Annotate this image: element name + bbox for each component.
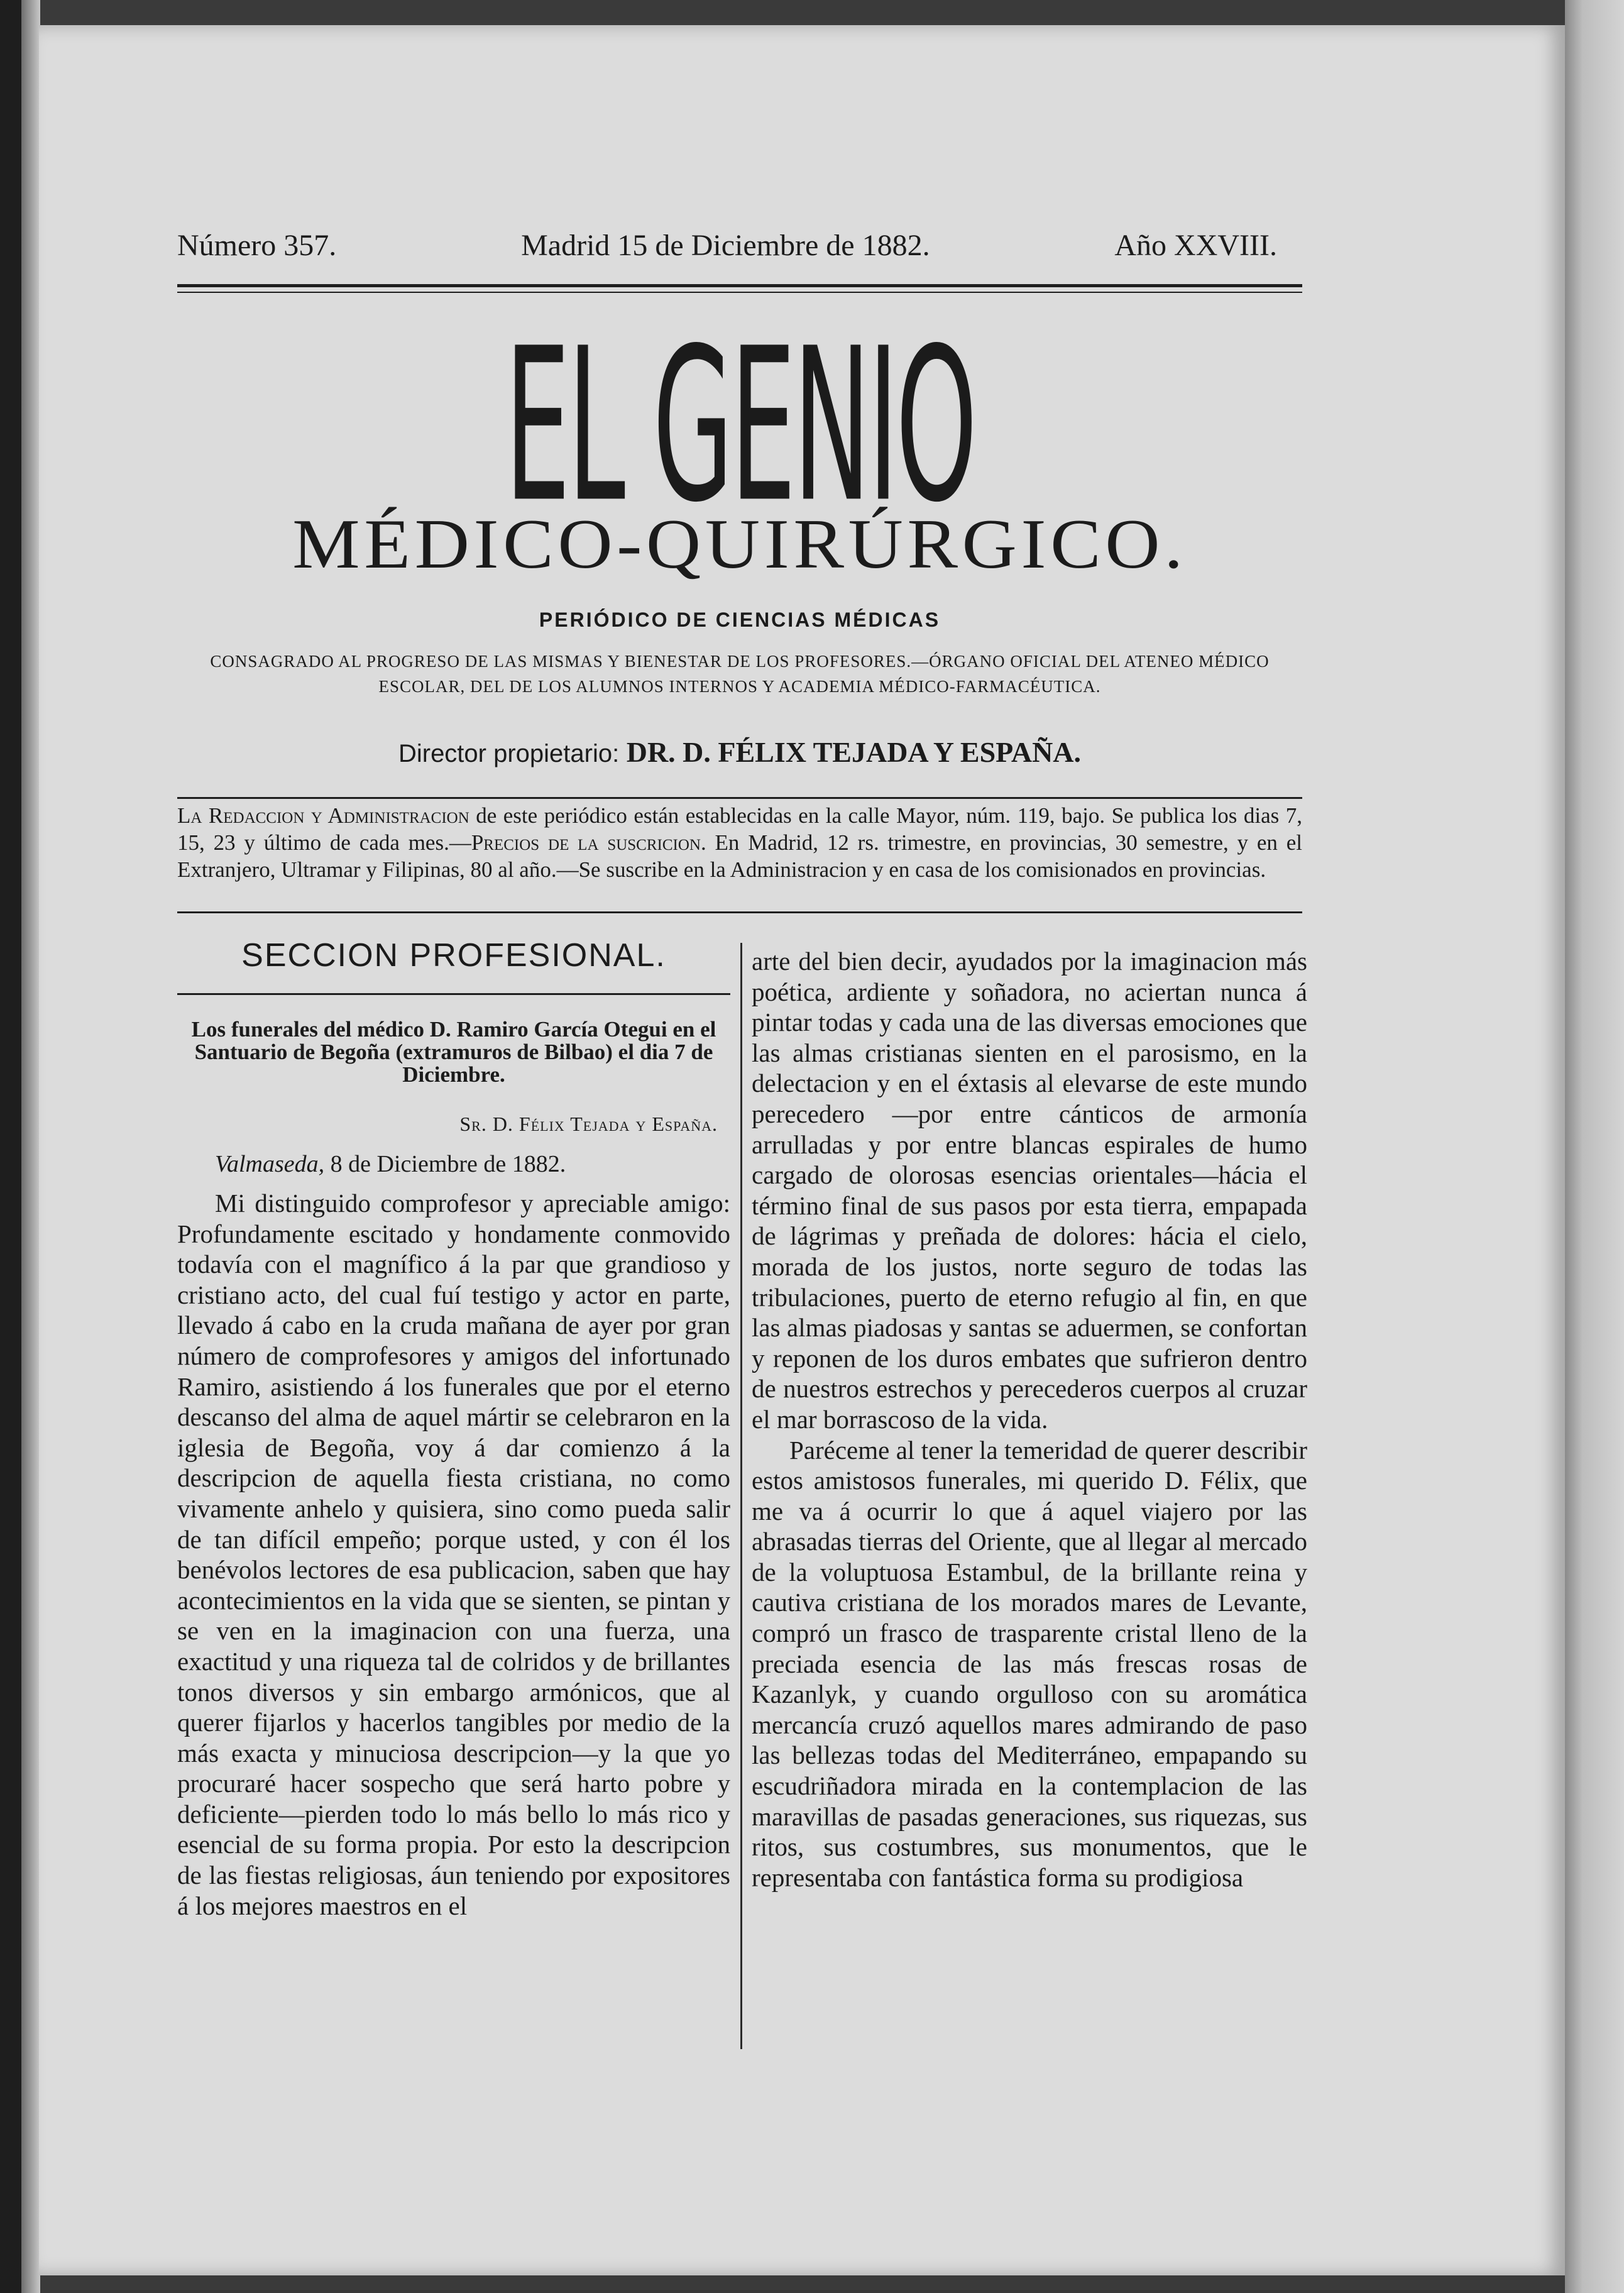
book-spine [0, 0, 21, 2293]
masthead [177, 302, 1302, 1031]
issue-date: Madrid 15 de Diciembre de 1882. [521, 228, 930, 262]
masthead-title: EL GENIO [505, 303, 975, 549]
page-edge-shadow [1565, 0, 1624, 2293]
header-rule-thin [177, 292, 1302, 293]
article-addressee: Sr. D. Félix Tejada y España. [459, 1113, 718, 1135]
subscription-rule-top [177, 797, 1302, 799]
issue-number: Número 357. [177, 228, 337, 262]
redaccion-label: La Redaccion y Administracion [177, 803, 469, 828]
left-paragraph-1: Mi distinguido comprofesor y apreciable amigo: Profundamente escitado y hondamente conmovido todavía con el magnífico á la par que grandioso y cristiano acto, del cual fuí testigo y actor en parte, llevado á cabo en la cruda mañana de ayer por gran número de comprofesores y amigos del infortunado Ramiro, asistiendo á los funerales que por el eterno descanso del alma de aquel mártir se celebraron en la iglesia de Begoña, voy á dar comienzo á la descripcion de aquella fiesta cristiana, no como vivamente anhelo y quisiera, sino como pueda salir de tan difícil empeño; porque usted, y con él los benévolos lectores de esa publicacion, saben que hay acontecimientos en la vida que se sienten, se pintan y se ven en la imaginacion con una fuerza, una exactitud y una riqueza tal de colridos y de brillantes tonos diversos y sin embargo armónicos, que al querer fijarlos y hacerlos tangibles por medio de la más exacta y minuciosa descripcion—y la que yo procuraré hacer sospecho que será harto pobre y deficiente—pierden todo lo más bello lo más rico y esencial de su forma propia. Por esto la descripcion de las fiestas religiosas, áun teniendo por expositores á los mejores maestros en el [177, 1189, 730, 1920]
masthead-tagline: PERIÓDICO DE CIENCIAS MÉDICAS [539, 608, 941, 631]
section-rule [177, 993, 730, 995]
issue-year: Año XXVIII. [1114, 228, 1277, 262]
director-name: DR. D. FÉLIX TEJADA Y ESPAÑA. [626, 736, 1082, 768]
masthead-dedication: CONSAGRADO AL PROGRESO DE LAS MISMAS Y BIENESTAR DE LOS PROFESORES.—ÓRGANO OFICIAL DEL ATENEO MÉDICO ESCOLAR, DEL DE LOS ALUMNOS INTERNOS Y ACADEMIA MÉDICO-FARMACÉUTICA. [210, 652, 1270, 696]
article-dateline [215, 1150, 730, 1178]
right-body-text [752, 946, 1307, 1893]
dateline-date: 8 de Diciembre de 1882. [324, 1151, 566, 1177]
right-paragraph-1: arte del bien decir, ayudados por la imaginacion más poética, ardiente y soñadora, no aciertan nunca á pintar todas y cada una de las diversas emociones que las almas cristianas sienten en el parosismo, en la delectacion y en el éxtasis al elevarse de este mundo perecedero —por entre cánticos de armonía arrulladas y por entre blancas espirales de humo cargado de olorosas esencias orientales—hácia el término final de sus pasos por esta tierra, empapada de lágrimas y preñada de dolores: hácia el cielo, morada de los justos, norte seguro de todas las tribulaciones, puerto de eterno refugio al fin, en que las almas piadosas y santas se aduermen, se confortan y reponen de los duros embates que sufrieron dentro de nuestros estrechos y perecederos cuerpos al cruzar el mar borrascoso de la vida. [752, 947, 1307, 1434]
masthead-subtitle: MÉDICO-QUIRÚRGICO. [292, 505, 1187, 583]
header-rule-thick [177, 284, 1302, 287]
issue-header-line [177, 226, 1277, 264]
subscription-notice [177, 802, 1302, 883]
subscription-text-2: En Madrid, 12 rs. trimestre, en provincias, 30 semestre, y en el Extranjero, Ultramar y Filipinas, 80 al año.—Se suscribe en la Administracion y en casa de los comisionados en provincias. [177, 830, 1302, 882]
precios-label: Precios de la suscricion. [471, 830, 706, 855]
page-gutter [21, 0, 40, 2293]
left-body-text [177, 1188, 730, 1921]
masthead-director [177, 735, 1302, 769]
right-paragraph-2: Paréceme al tener la temeridad de querer describir estos amistosos funerales, mi querido D. Félix, que me va á ocurrir lo que á aquel viajero por las abrasadas tierras del Oriente, que al llegar al mercado de la voluptuosa Estambul, de la brillante reina y cautiva cristiana de los morados mares de Levante, compró un frasco de trasparente cristal lleno de la preciada esencia de las más frescas rosas de Kazanlyk, y cuando orgulloso con su aromática mercancía cruzó aquellos mares admirando de paso las bellezas todas del Mediterráneo, empapando su escudriñadora mirada en la contemplacion de las maravillas de pasadas generaciones, sus riquezas, sus ritos, sus costumbres, sus monumentos, que le representaba con fantástica forma su prodigiosa [752, 1435, 1307, 1892]
right-column [752, 946, 1307, 2052]
subscription-rule-bottom [177, 911, 1302, 913]
left-column [177, 924, 730, 2030]
article-heading: Los funerales del médico D. Ramiro García Otegui en el Santuario de Begoña (extramuros de Bilbao) el dia 7 de Diciembre. [191, 1017, 716, 1087]
director-label: Director propietario: [398, 740, 620, 767]
subscription-text-1: de este periódico están establecidas en la calle Mayor, núm. 119, bajo. Se publica los dias 7, 15, 23 y último de cada mes.— [177, 803, 1302, 855]
dateline-place: Valmaseda, [215, 1151, 325, 1177]
column-divider [740, 943, 742, 2049]
section-title: SECCION PROFESIONAL. [241, 937, 666, 974]
